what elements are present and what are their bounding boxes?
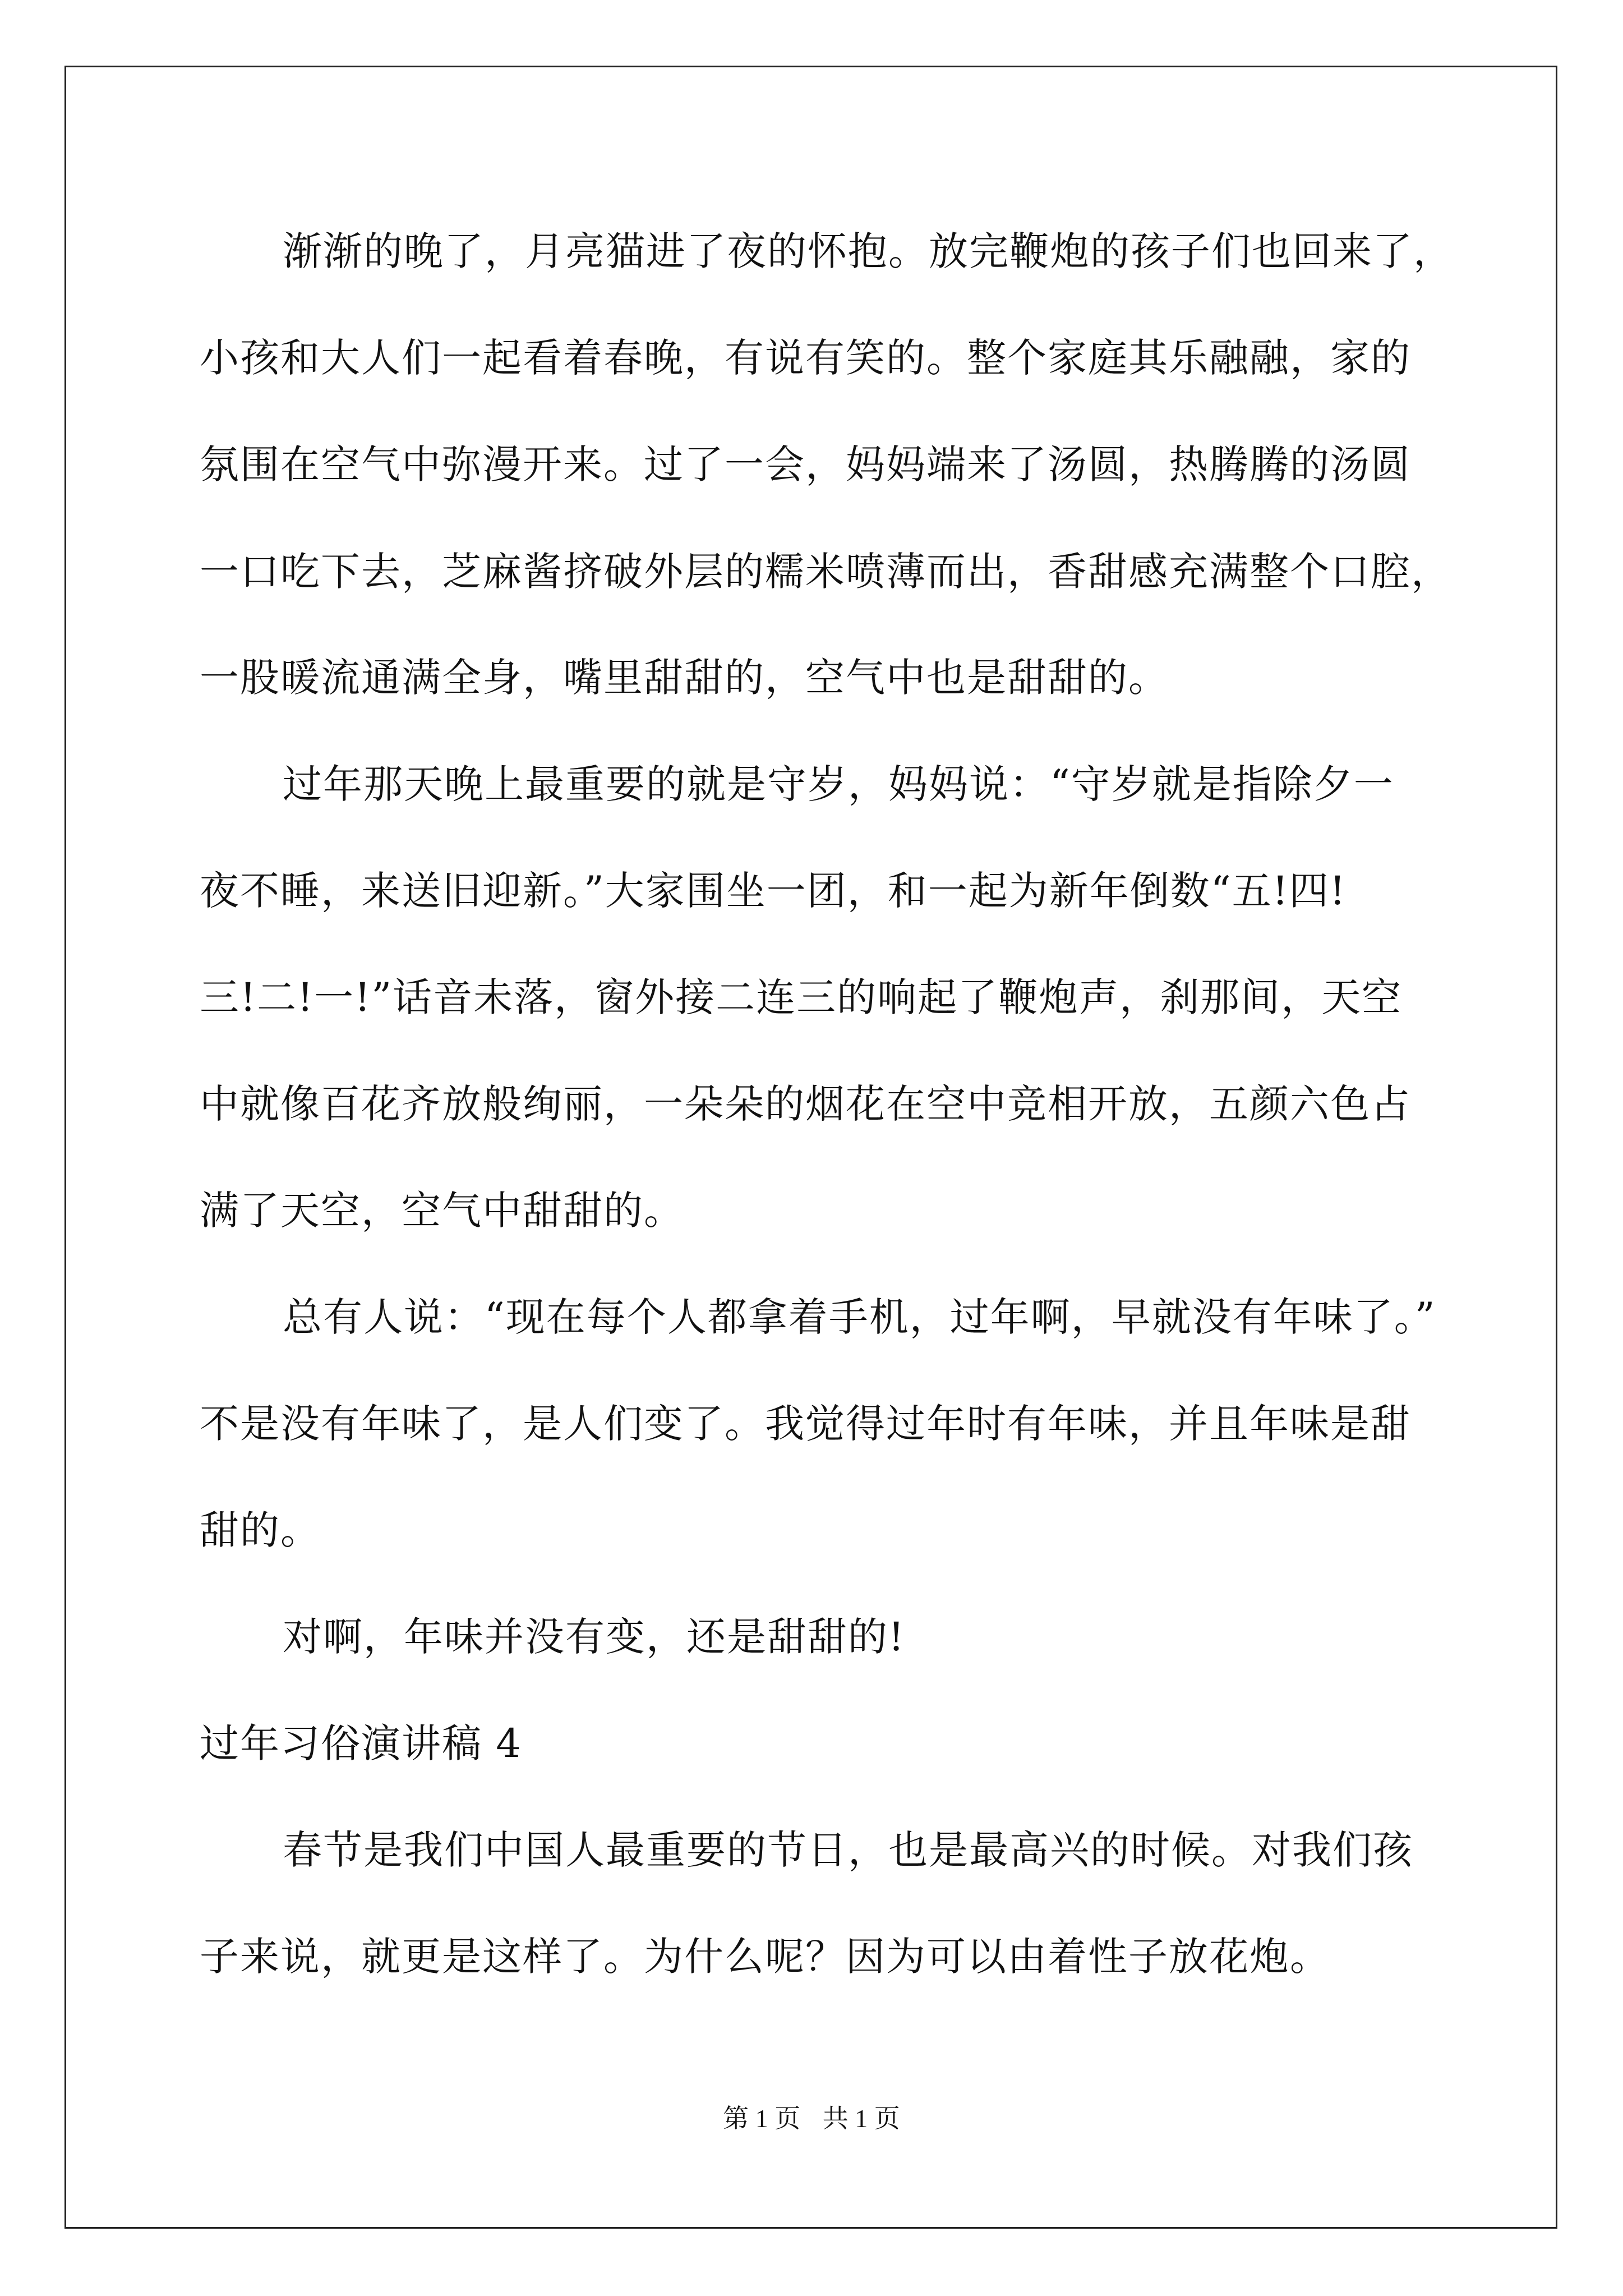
page-number: 第 1 页 [723, 2104, 801, 2133]
paragraph-line: 渐渐的晚了，月亮猫进了夜的怀抱。放完鞭炮的孩子们也回来了， [283, 228, 1454, 274]
paragraph-line: 总有人说：“现在每个人都拿着手机，过年啊，早就没有年味了。” [283, 1294, 1436, 1340]
paragraph-line: 甜的。 [200, 1507, 321, 1553]
page-footer [0, 2102, 1623, 2136]
paragraph-line: 对啊，年味并没有变，还是甜甜的! [283, 1614, 906, 1660]
page-border [64, 66, 1557, 2229]
paragraph-line: 一股暖流通满全身，嘴里甜甜的，空气中也是甜甜的。 [200, 655, 1169, 701]
paragraph-line: 春节是我们中国人最重要的节日，也是最高兴的时候。对我们孩 [283, 1827, 1413, 1873]
paragraph-line: 夜不睡，来送旧迎新。”大家围坐一团，和一起为新年倒数“五!四! [200, 868, 1347, 914]
paragraph-line: 小孩和大人们一起看着春晚，有说有笑的。整个家庭其乐融融，家的 [200, 335, 1411, 381]
section-heading: 过年习俗演讲稿 4 [200, 1720, 522, 1766]
paragraph-line: 一口吃下去，芝麻酱挤破外层的糯米喷薄而出，香甜感充满整个口腔， [200, 549, 1451, 595]
paragraph-line: 满了天空，空气中甜甜的。 [200, 1188, 684, 1234]
paragraph-line: 不是没有年味了，是人们变了。我觉得过年时有年味，并且年味是甜 [200, 1401, 1411, 1447]
paragraph-line: 过年那天晚上最重要的就是守岁，妈妈说：“守岁就是指除夕一 [283, 761, 1394, 807]
paragraph-line: 氛围在空气中弥漫开来。过了一会，妈妈端来了汤圆，热腾腾的汤圆 [200, 441, 1411, 487]
paragraph-line: 子来说，就更是这样了。为什么呢？因为可以由着性子放花炮。 [200, 1934, 1330, 1980]
paragraph-line: 三!二!一!”话音未落，窗外接二连三的响起了鞭炮声，刹那间，天空 [200, 974, 1403, 1020]
paragraph-line: 中就像百花齐放般绚丽，一朵朵的烟花在空中竞相开放，五颜六色占 [200, 1081, 1411, 1127]
page-total: 共 1 页 [822, 2104, 900, 2133]
